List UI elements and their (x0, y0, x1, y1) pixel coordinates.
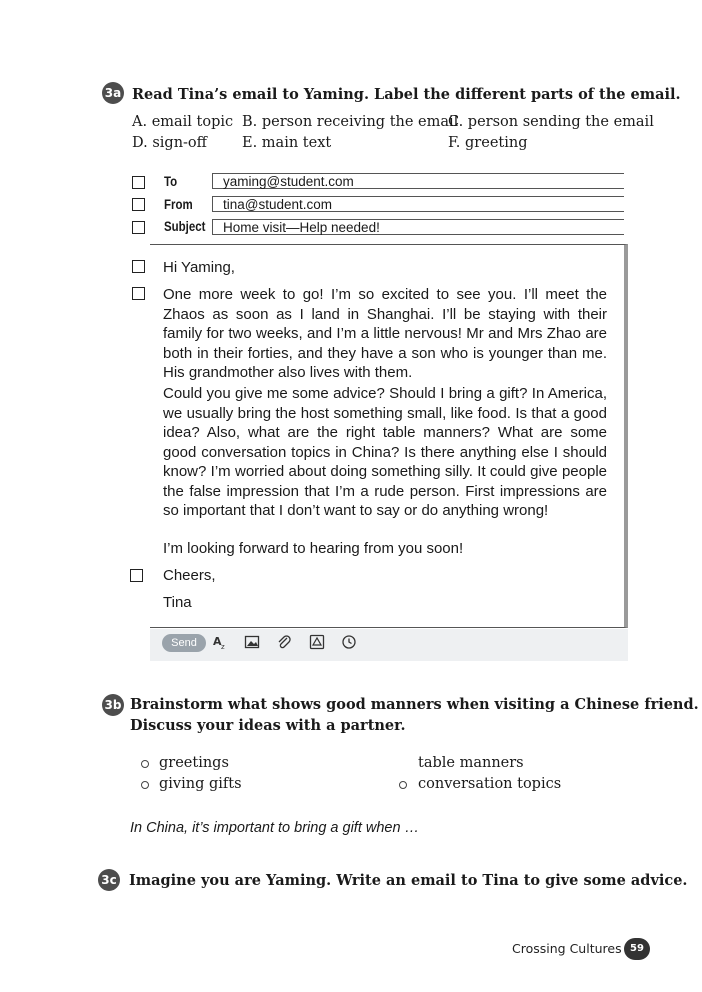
label-checkbox-main-text[interactable] (132, 287, 145, 300)
label-checkbox-greeting[interactable] (132, 260, 145, 273)
subject-field[interactable]: Home visit—Help needed! (212, 219, 624, 235)
from-label: From (164, 196, 193, 212)
text-format-icon[interactable] (212, 634, 228, 650)
option-e: E. main text (242, 135, 332, 151)
bullet-point (141, 781, 149, 789)
brainstorm-item-greetings: greetings (159, 755, 229, 771)
bullet-point (141, 760, 149, 768)
footer-title: Crossing Cultures (512, 941, 622, 956)
image-icon[interactable] (244, 634, 260, 650)
clock-icon[interactable] (341, 634, 357, 650)
exercise-badge-3c: 3c (98, 869, 120, 891)
page-number: 59 (624, 938, 650, 960)
label-checkbox-to[interactable] (132, 176, 145, 189)
brainstorm-item-table-manners: table manners (418, 755, 524, 771)
option-a: A. email topic (132, 114, 234, 130)
svg-text:A: A (213, 635, 222, 648)
label-checkbox-signoff[interactable] (130, 569, 143, 582)
brainstorm-item-giving-gifts: giving gifts (159, 776, 242, 792)
drive-icon[interactable] (309, 634, 325, 650)
option-c: C. person sending the email (448, 114, 654, 130)
attachment-icon[interactable] (276, 634, 292, 650)
option-b: B. person receiving the email (242, 114, 459, 130)
exercise-3a-heading: Read Tina’s email to Yaming. Label the different parts of the email. (132, 86, 681, 103)
to-label: To (164, 173, 178, 189)
exercise-3b-heading-line2: Discuss your ideas with a partner. (130, 717, 406, 734)
exercise-3b-heading-line1: Brainstorm what shows good manners when visiting a Chinese friend. (130, 696, 699, 713)
email-greeting: Hi Yaming, (163, 259, 235, 276)
example-sentence: In China, it’s important to bring a gift when … (130, 820, 420, 836)
subject-label: Subject (164, 218, 206, 234)
email-signoff: Cheers, (163, 567, 216, 584)
bullet-point (399, 781, 407, 789)
brainstorm-item-conversation-topics: conversation topics (418, 776, 562, 792)
to-field[interactable]: yaming@student.com (212, 173, 624, 189)
label-checkbox-subject[interactable] (132, 221, 145, 234)
label-checkbox-from[interactable] (132, 198, 145, 211)
exercise-badge-3b: 3b (102, 694, 124, 716)
option-f: F. greeting (448, 135, 528, 151)
option-d: D. sign-off (132, 135, 207, 151)
from-field[interactable]: tina@student.com (212, 196, 624, 212)
email-signature: Tina (163, 594, 192, 611)
email-paragraph-2: Could you give me some advice? Should I bring a gift? In America, we usually bring the host something small, like food. Is that a good idea? Also, what are the right table manners? What are some good conversation topics in China? Is there anything else I should know? I’m worried about doing something silly. It could give people the false impression that I’m a rude person. First impressions are so important that I don’t want to say or do anything wrong! (163, 385, 607, 519)
email-paragraph-3: I’m looking forward to hearing from you soon! (163, 540, 464, 557)
email-paragraph-1: One more week to go! I’m so excited to see you. I’ll meet the Zhaos as soon as I land in Shanghai. I’ll be staying with their family for two weeks, and I’m a little nervous! Mr and Mrs Zhao are both in their forties, and they have a son who is younger than me. His grandmother also lives with them. (163, 286, 607, 381)
exercise-3c-heading: Imagine you are Yaming. Write an email to Tina to give some advice. (129, 872, 688, 889)
send-button[interactable]: Send (162, 634, 206, 652)
svg-text:z: z (221, 643, 225, 650)
exercise-badge-3a: 3a (102, 82, 124, 104)
